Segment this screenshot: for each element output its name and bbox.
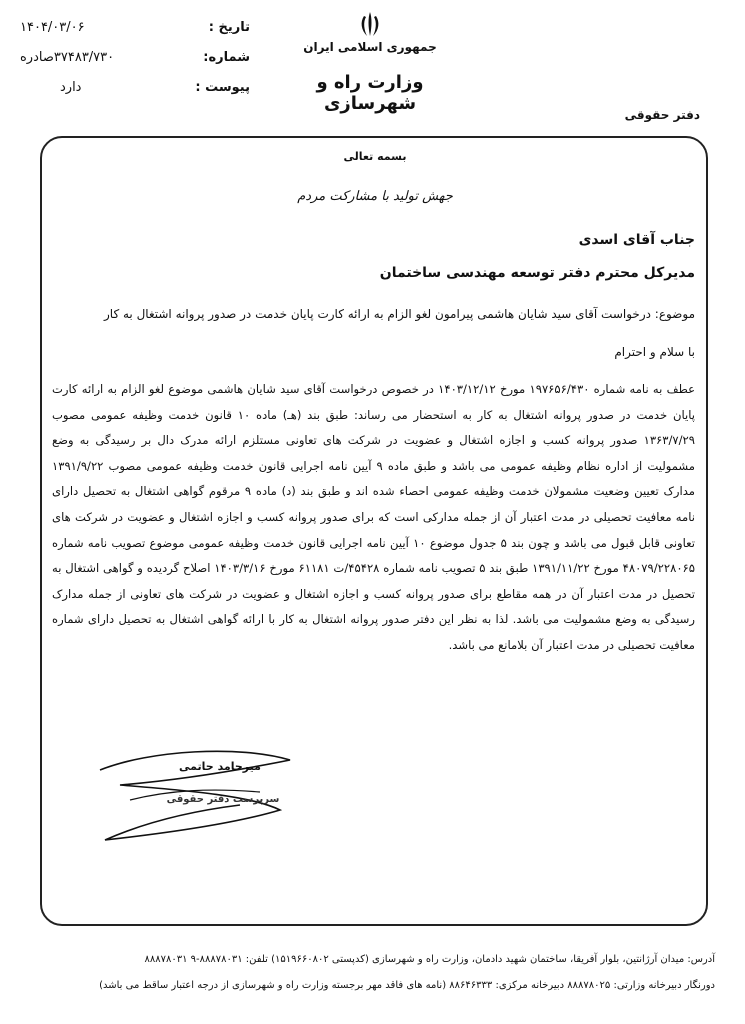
number-row <box>20 50 250 74</box>
date-label: تاریخ : <box>208 20 250 35</box>
subject-line: موضوع: درخواست آقای سید شایان هاشمی پیرامون لغو الزام به ارائه کارت پایان خدمت در صدور پروانه اشتغال به کار <box>104 307 695 321</box>
basmala: بسمه تعالی <box>343 150 407 163</box>
motto-calligraphy <box>290 176 460 216</box>
number-label: شماره: <box>203 50 250 65</box>
signer-name: میرحامد حاتمی <box>179 760 261 773</box>
attachment-value: دارد <box>60 80 82 95</box>
number-value: ۳۷۴۸۳/۷۳۰صادره <box>20 50 115 65</box>
signer-title: سرپرست دفتر حقوقی <box>166 794 280 805</box>
date-value: ۱۴۰۴/۰۳/۰۶ <box>20 20 85 35</box>
attachment-row <box>20 80 250 104</box>
ministry-title: وزارت راه و شهرسازی <box>316 72 424 114</box>
greeting: با سلام و احترام <box>614 345 695 359</box>
letter-body: عطف به نامه شماره ۱۹۷۶۵۶/۴۳۰ مورخ ۱۴۰۳/۱۲/۱۲ در خصوص درخواست آقای سید شایان هاشمی موضوع لغو الزام به ارائه کارت پایان خدمت در صدور پروانه اشتغال به کار به استحضار می رساند: طبق بند (هـ) ماده ۱۰ قانون خدمت وظیفه عمومی مصوب ۱۳۶۳/۷/۲۹ صدور پروانه کسب و اجازه اشتغال و عضویت در شرکت های تعاونی مستلزم ارائه مدرک دال بر رسیدگی به وضع مشمولیت از اداره نظام وظیفه عمومی می باشد و طبق ماده ۹ آیین نامه اجرایی قانون خدمت وظیفه عمومی مصوب ۱۳۹۱/۹/۲۲ مدارک تعیین وضعیت مشمولان خدمت وظیفه عمومی احصاء شده اند و طبق بند (د) ماده ۹ مرقوم گواهی اشتغال به تحصیل دارای نامه معافیت تحصیلی در مدت اعتبار آن از جمله مدارکی است که برای صدور پروانه کسب و اجازه اشتغال و عضویت در شرکت های تعاونی قابل قبول می باشد و چون بند ۵ جدول موضوع ۱۰ آیین نامه اجرایی قانون خدمت وظیفه عمومی موضوع تصویب نامه شماره ۴۸۰۷۹/۲۲۸۰۶۵ مورخ ۱۳۹۱/۱۱/۲۲ طبق بند ۵ تصویب نامه شماره ۴۵۴۲۸/ت ۶۱۱۸۱ مورخ ۱۴۰۳/۳/۱۶ اصلاح گردیده و گواهی اشتغال به تحصیل در مدت اعتبار آن در همه مقاطع برای صدور پروانه کسب و اجازه اشتغال و عضویت در شرکت های تعاونی از جمله مدارک رسیدگی به وضع مشمولیت می باشد. لذا به نظر این دفتر صدور پروانه اشتغال به کار با ارائه گواهی اشتغال به تحصیل دارای شماره معافیت تحصیلی در مدت اعتبار آن بلامانع می باشد. <box>52 382 696 652</box>
iran-emblem-icon <box>358 10 382 40</box>
date-row <box>20 20 250 44</box>
republic-label: جمهوری اسلامی ایران <box>303 40 437 54</box>
footer-fax: دورنگار دبیرخانه وزارتی: ۸۸۸۷۸۰۲۵ دبیرخانه مرکزی: ۸۸۶۴۶۳۳۳ (نامه های فاقد مهر برجسته وزارت راه و شهرسازی از درجه اعتبار ساقط می باشد) <box>99 980 715 991</box>
recipient-title: مدیرکل محترم دفتر توسعه مهندسی ساختمان <box>379 265 695 281</box>
addressee: جناب آقای اسدی <box>578 232 695 248</box>
motto-text: جهش تولید با مشارکت مردم <box>297 189 453 204</box>
department-label: دفتر حقوقی <box>624 108 700 122</box>
footer-address: آدرس: میدان آرژانتین، بلوار آفریقا، ساختمان شهید دادمان، وزارت راه و شهرسازی (کدپستی ۱۵۱۹۶۶۰۸۰۲) تلفن: ۸۸۸۷۸۰۳۱-۹ ۸۸۸۷۸۰۳۱ <box>144 954 715 965</box>
attachment-label: پیوست : <box>195 80 250 95</box>
